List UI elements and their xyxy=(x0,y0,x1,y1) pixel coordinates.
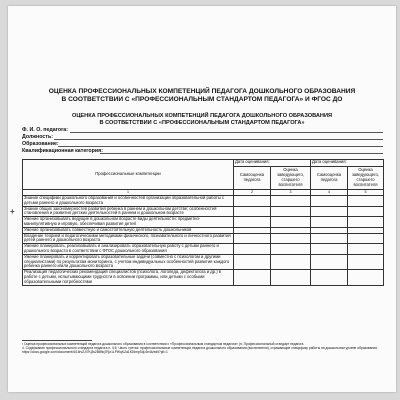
score-cell[interactable] xyxy=(311,233,348,244)
score-cell[interactable] xyxy=(348,217,384,228)
table-row xyxy=(23,270,384,285)
score-cell[interactable] xyxy=(234,254,271,269)
criterion-cell: Владение теорией и педагогическими методиками физического, познавательного и личностного развития детей раннего и дошкольного возраста xyxy=(23,233,234,244)
position-label: Должность: xyxy=(22,134,53,140)
criterion-cell: Знание общих закономерностей развития ребенка в раннем и дошкольном детстве; особенностей становления и развития детских деятельностей в раннем и дошкольном возрасте xyxy=(23,206,234,217)
header-date-2: Дата оценивания: xyxy=(311,160,384,167)
score-cell[interactable] xyxy=(271,244,311,255)
score-cell[interactable] xyxy=(348,270,384,285)
header-self-2: Самооценка педагога xyxy=(311,167,348,190)
category-label: Квалификационная категория: xyxy=(22,148,103,154)
score-cell[interactable] xyxy=(348,244,384,255)
score-cell[interactable] xyxy=(234,196,271,207)
header-head-1: Оценка заведующего, старшего воспитателя xyxy=(271,167,311,190)
score-cell[interactable] xyxy=(271,254,311,269)
col-number: 5 xyxy=(348,190,384,196)
score-cell[interactable] xyxy=(271,270,311,285)
criterion-cell: Умение планировать, реализовывать и анализировать образовательную работу с детьми раннего и дошкольного возраста в соответствии с ФГОС дошкольного образования xyxy=(23,244,234,255)
score-cell[interactable] xyxy=(271,196,311,207)
category-line xyxy=(100,153,383,154)
criterion-cell: Умение организовывать ведущие в дошкольном возрасте виды деятельности: предметно-манипулятивную и игровую, обеспечивая развитие детей xyxy=(23,217,234,228)
score-cell[interactable] xyxy=(271,206,311,217)
criterion-cell: Умение планировать и корректировать образовательные задачи (совместно с психологом и другими специалистами) по результатам мониторинга, с учетом индивидуальных особенностей развития каждого ребенка раннего и/или дошкольного возраста xyxy=(23,254,234,269)
page-title xyxy=(8,88,396,103)
education-line xyxy=(58,146,383,147)
table-row xyxy=(23,217,384,228)
score-cell[interactable] xyxy=(234,270,271,285)
score-cell[interactable] xyxy=(234,217,271,228)
score-cell[interactable] xyxy=(271,217,311,228)
score-cell[interactable] xyxy=(348,196,384,207)
score-cell[interactable] xyxy=(311,244,348,255)
score-cell[interactable] xyxy=(311,206,348,217)
score-cell[interactable] xyxy=(271,233,311,244)
score-cell[interactable] xyxy=(348,233,384,244)
table-row xyxy=(23,233,384,244)
col-number: 2 xyxy=(234,190,271,196)
page-title-line-2: В СООТВЕТСТВИИ С «ПРОФЕССИОНАЛЬНЫМ СТАНДАРТОМ ПЕДАГОГА» И ФГОС ДО xyxy=(61,95,343,103)
header-self-1: Самооценка педагога xyxy=(234,167,271,190)
criterion-cell: Реализация педагогических рекомендаций специалистов (психолога, логопеда, дефектолога и др.) в работе с детьми, испытывающими трудности в освоении программы, или детьми с особыми образовательными потребностями xyxy=(23,270,234,285)
score-cell[interactable] xyxy=(311,270,348,285)
footnotes xyxy=(22,340,386,355)
header-head-2: Оценка заведующего, старшего воспитателя xyxy=(348,167,384,190)
competencies-table xyxy=(22,159,384,286)
score-cell[interactable] xyxy=(234,206,271,217)
page-subtitle-line-1: ОЦЕНКА ПРОФЕССИОНАЛЬНЫХ КОМПЕТЕНЦИЙ ПЕДАГОГА ДОШКОЛЬНОГО ОБРАЗОВАНИЯ xyxy=(71,113,332,119)
col-number: 4 xyxy=(311,190,348,196)
footnote-2: 4. Содержание профессионального стандарта педагога п. 4.5. Часть третья: профессиональные компетенции педагога дошкольного образования (воспитателя), отражающие специфику работы на дошкольном уровне образования https://docs.google.com/document/d/16rvZJi7Kj3s2B8ftq7Rjz1LPWqKZa1fG6mpSdj-6n4k/edit?pli=1 xyxy=(22,346,377,355)
document-page xyxy=(8,6,396,392)
score-cell[interactable] xyxy=(234,244,271,255)
col-number: 3 xyxy=(271,190,311,196)
header-competencies: Профессиональные компетенции xyxy=(23,160,234,190)
position-line xyxy=(54,139,383,140)
col-number: 1 xyxy=(23,190,234,196)
score-cell[interactable] xyxy=(311,254,348,269)
footnote-rule xyxy=(22,340,92,341)
page-subtitle xyxy=(8,113,396,126)
page-title-line-1: ОЦЕНКА ПРОФЕССИОНАЛЬНЫХ КОМПЕТЕНЦИЙ ПЕДАГОГА ДОШКОЛЬНОГО ОБРАЗОВАНИЯ xyxy=(48,88,356,95)
table-row xyxy=(23,244,384,255)
score-cell[interactable] xyxy=(311,196,348,207)
footnote-1: ¹ Оценка профессиональных компетенций педагога дошкольного образования в соответствии с «Профессиональным стандартом педагога» (п. Профессиональный стандарт педагога. xyxy=(22,342,305,346)
table-row xyxy=(23,206,384,217)
fio-line xyxy=(70,132,383,133)
criterion-cell: Умение организовывать совместную и самостоятельную деятельность дошкольников xyxy=(23,227,234,233)
score-cell[interactable] xyxy=(348,254,384,269)
table-header-row xyxy=(23,160,384,167)
table-row xyxy=(23,254,384,269)
page-subtitle-line-2: В СООТВЕТСТВИИ С «ПРОФЕССИОНАЛЬНЫМ СТАНДАРТОМ ПЕДАГОГА» xyxy=(99,119,305,126)
score-cell[interactable] xyxy=(348,206,384,217)
score-cell[interactable] xyxy=(311,217,348,228)
header-date-1: Дата оценивания: xyxy=(234,160,311,167)
score-cell[interactable] xyxy=(234,233,271,244)
education-label: Образование: xyxy=(22,141,59,147)
table-row xyxy=(23,196,384,207)
side-mark: + xyxy=(10,207,15,216)
criterion-cell: Знание специфики дошкольного образования и особенностей организации образовательной работы с детьми раннего и дошкольного возраста xyxy=(23,196,234,207)
fio-label: Ф. И. О. педагога: xyxy=(22,127,69,133)
